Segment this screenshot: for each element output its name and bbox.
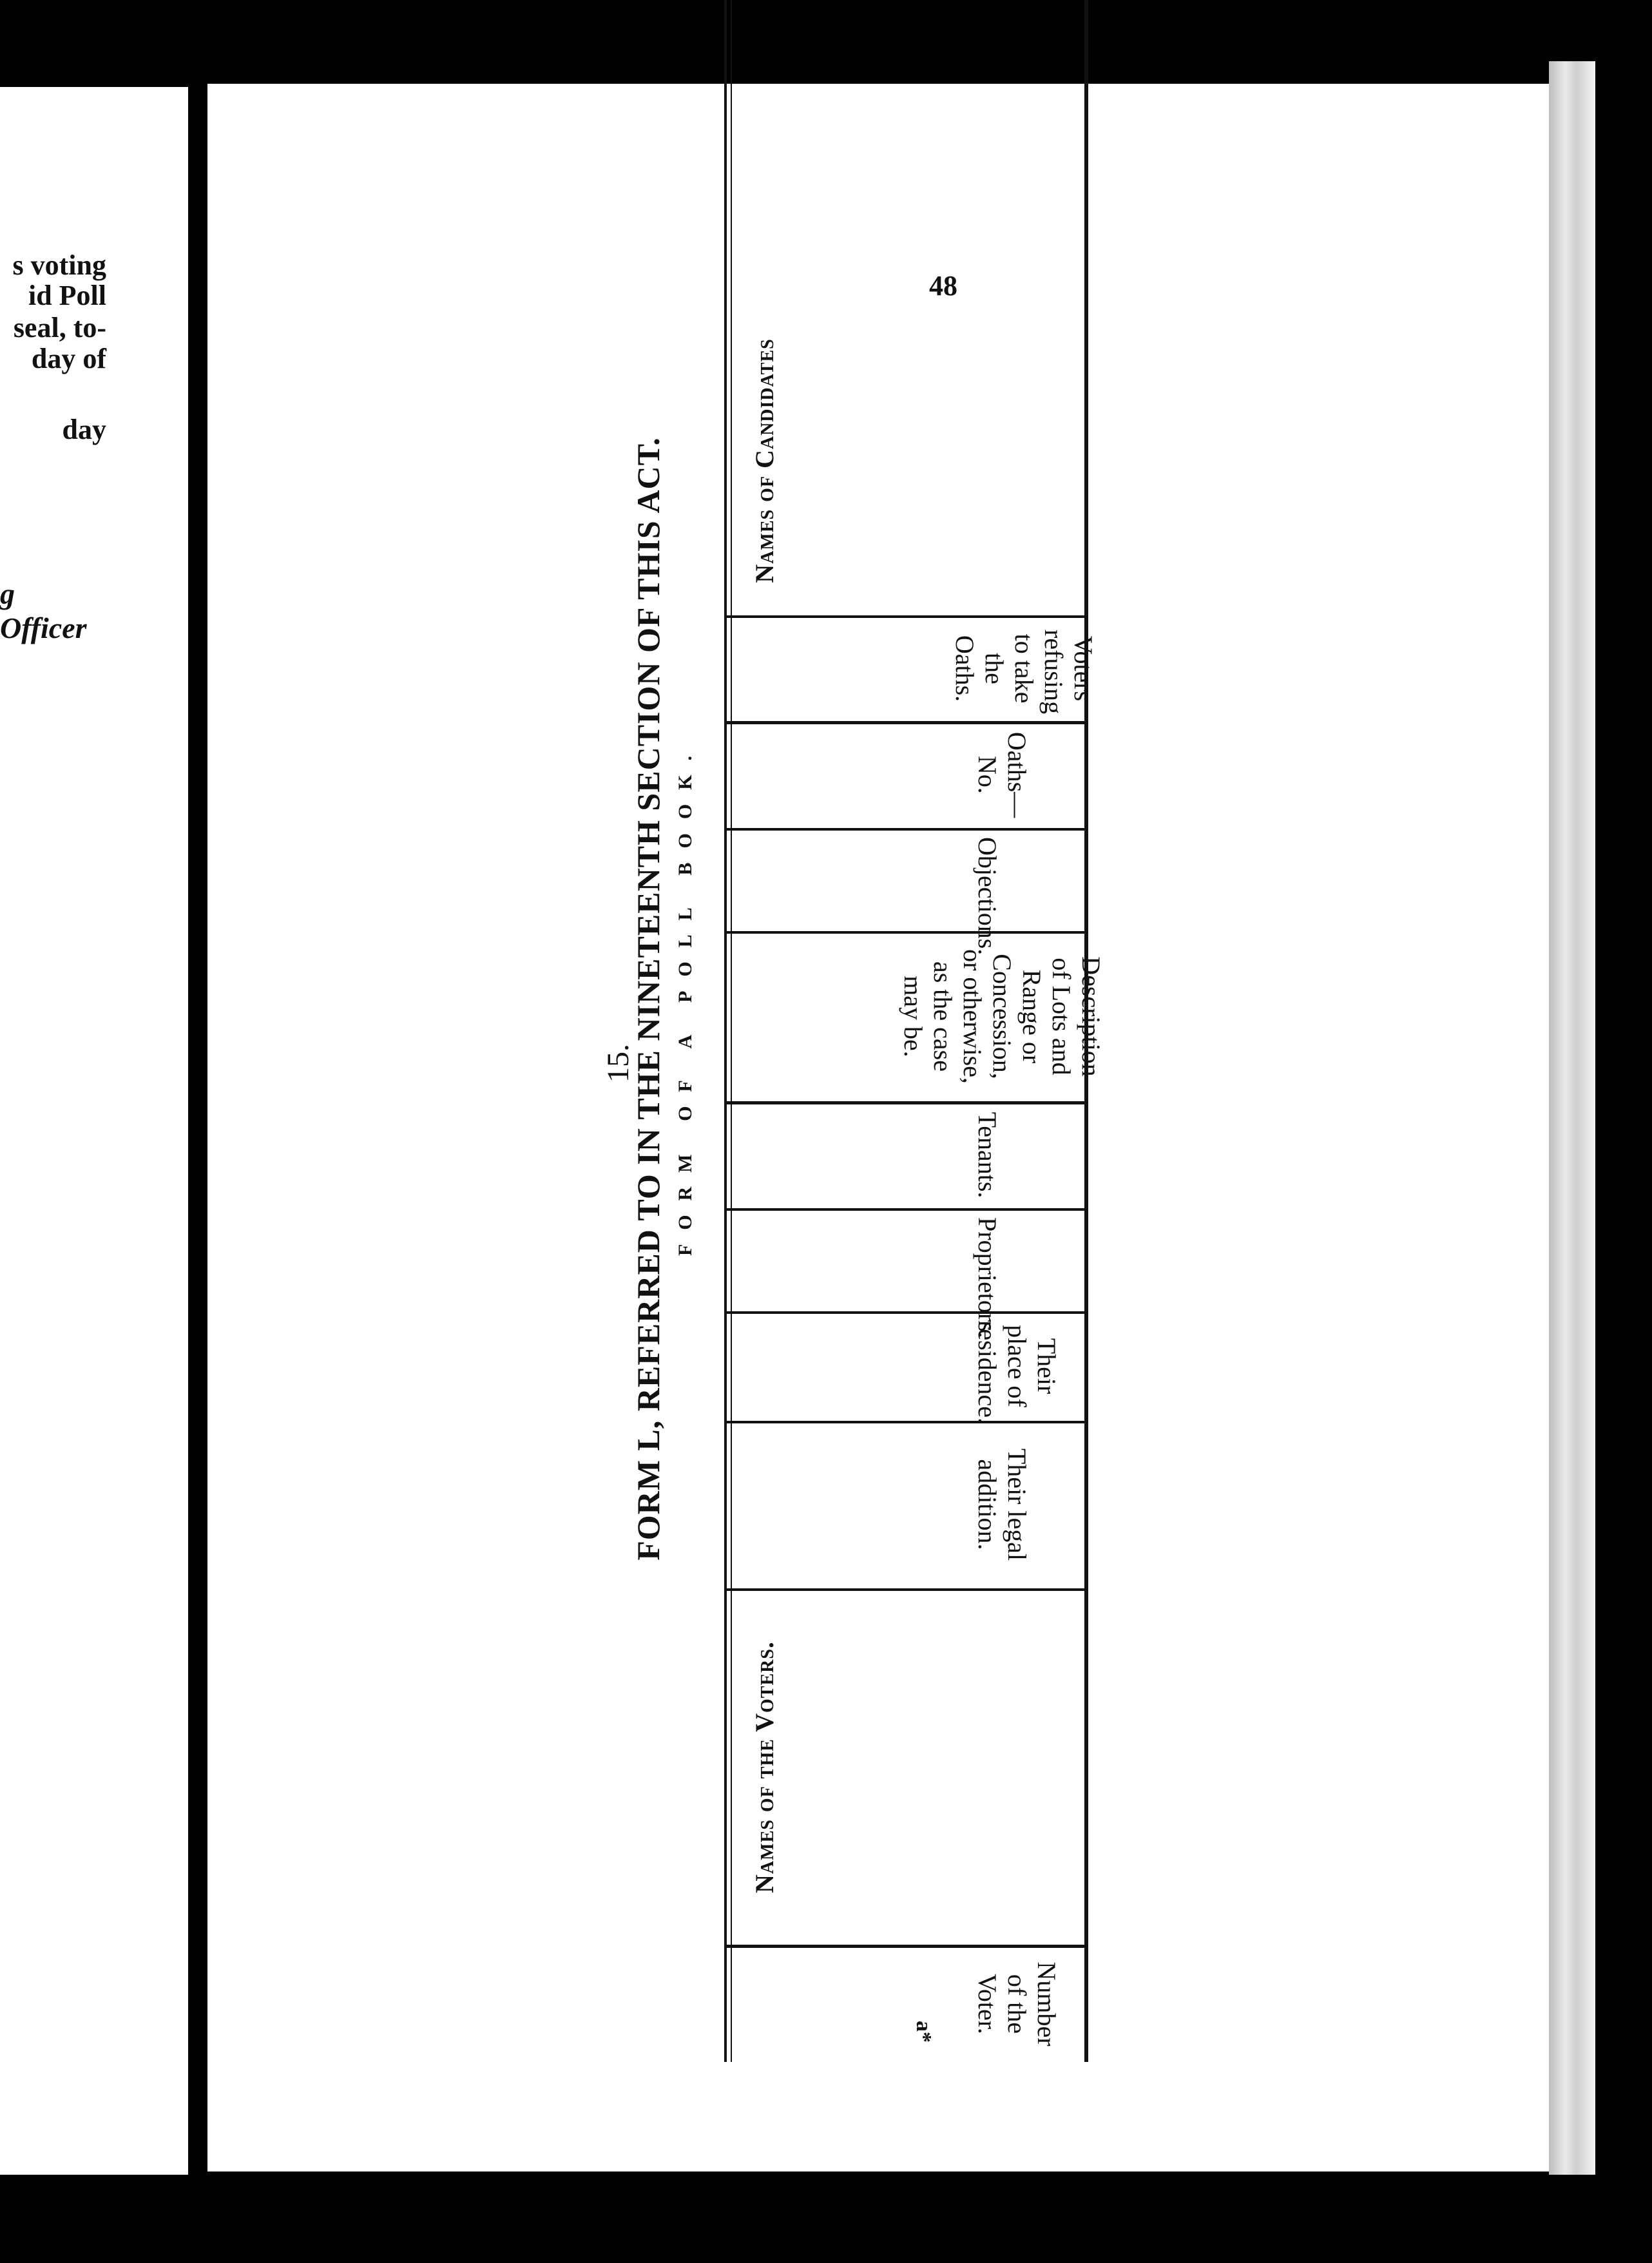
- column-header-number-of-voter: Number of the Voter.: [973, 1961, 1061, 2046]
- column-legal-addition: [724, 1421, 1088, 1588]
- column-oaths-no: [724, 722, 1088, 828]
- column-names-of-candidates: [724, 306, 1088, 615]
- column-rule: [724, 1421, 1088, 1423]
- column-header-oaths-no: Oaths—No.: [973, 731, 1032, 818]
- column-rule: [724, 615, 1088, 618]
- column-number-of-voter: [724, 1946, 1088, 2062]
- previous-page-fragment: [0, 87, 190, 2175]
- column-header-objections: Objections.: [973, 837, 1002, 956]
- column-voters-refusing-oaths: [724, 615, 1098, 722]
- main-page: [207, 84, 1549, 2172]
- previous-page-officer: g Officer: [0, 577, 87, 644]
- page-gutter: [188, 87, 205, 2175]
- previous-page-line: day: [62, 414, 106, 445]
- column-header-names-of-voters: Names of the Voters.: [750, 1641, 779, 1893]
- previous-page-line: id Poll: [28, 280, 106, 311]
- column-header-legal-addition: Their legal addition.: [973, 1448, 1032, 1561]
- column-header-tenants: Tenants.: [973, 1112, 1002, 1199]
- column-place-of-residence: [724, 1311, 1088, 1425]
- column-header-proprietors: Proprietors.: [973, 1217, 1002, 1338]
- column-proprietors: [724, 1208, 1088, 1338]
- column-rule: [724, 931, 1088, 934]
- form-subtitle: FORM OF A POLL BOOK.: [675, 741, 696, 1257]
- column-names-of-voters: [724, 1588, 1088, 1946]
- poll-book-form: [588, 0, 1457, 2062]
- column-rule: [724, 828, 1088, 831]
- previous-page-line: seal, to-: [13, 312, 106, 343]
- page-number: 48: [929, 270, 957, 302]
- column-rule: [724, 1311, 1088, 1314]
- column-header-description-of-lots: Description of Lots and Range or Concession, or otherwise, as the case may be.: [899, 949, 1106, 1084]
- poll-book-table: [724, 0, 1106, 2062]
- column-rule: [724, 1588, 1088, 1591]
- form-number: 15.: [601, 1044, 635, 1083]
- footnote-mark: a*: [912, 2021, 936, 2043]
- previous-page-line: s voting: [12, 249, 106, 281]
- column-header-names-of-candidates: Names of Candidates: [750, 338, 779, 583]
- column-tenants: [724, 1102, 1088, 1208]
- previous-page-line: day of: [31, 343, 106, 374]
- column-objections: [724, 828, 1088, 956]
- page-edge: [1549, 61, 1595, 2175]
- column-header-place-of-residence: Their place of residence.: [973, 1320, 1061, 1425]
- form-title: FORM L, REFERRED TO IN THE NINETEENTH SECTION OF THIS ACT.: [630, 437, 666, 1561]
- column-header-voters-refusing-oaths: Voters refusing to take the Oaths.: [950, 630, 1098, 715]
- column-rule: [724, 1208, 1088, 1211]
- column-description-of-lots: [724, 931, 1106, 1102]
